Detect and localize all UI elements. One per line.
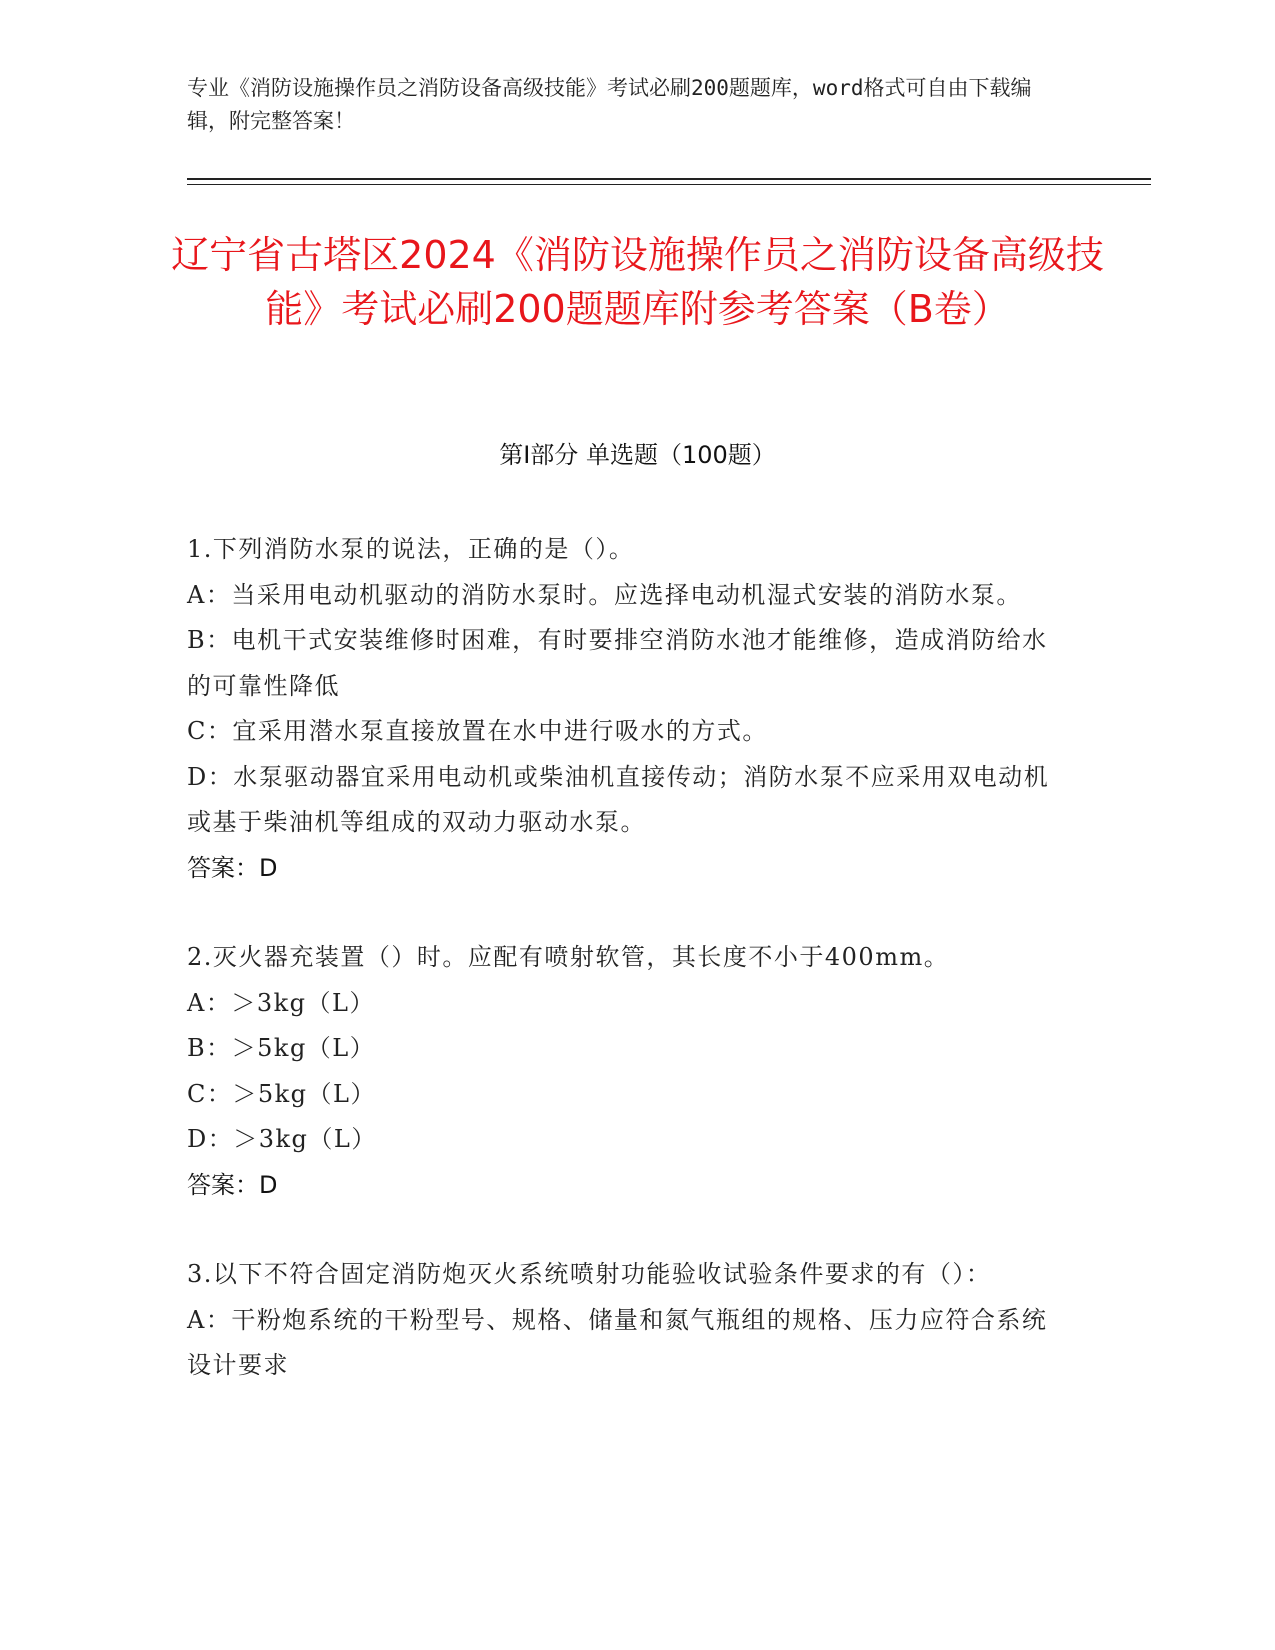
option-c: C：＞5kg（L） — [187, 1079, 376, 1108]
question-list — [187, 527, 1067, 1433]
question-stem: 1.下列消防水泵的说法，正确的是（）。 — [187, 535, 635, 563]
header-rule-thin — [187, 184, 1151, 185]
option-d: D：水泵驱动器宜采用电动机或柴油机直接传动；消防水泵不应采用双电动机或基于柴油机等组成的双动力驱动水泵。 — [187, 762, 1050, 836]
option-b: B：＞5kg（L） — [187, 1034, 376, 1062]
question-stem: 2.灭火器充装置（）时。应配有喷射软管，其长度不小于400mm。 — [187, 943, 950, 971]
question-stem: 3.以下不符合固定消防炮灭火系统喷射功能验收试验条件要求的有（）： — [187, 1260, 992, 1288]
option-a: A：当采用电动机驱动的消防水泵时。应选择电动机湿式安装的消防水泵。 — [187, 580, 1022, 609]
header-rule-thick — [187, 178, 1151, 180]
question-3 — [187, 1252, 1067, 1389]
answer: 答案：D — [187, 1170, 278, 1199]
option-a: A：干粉炮系统的干粉型号、规格、储量和氮气瓶组的规格、压力应符合系统设计要求 — [187, 1305, 1048, 1379]
section-title: 第Ⅰ部分 单选题（100题） — [499, 441, 776, 469]
option-d: D：＞3kg（L） — [187, 1125, 377, 1153]
option-b: B：电机干式安装维修时困难，有时要排空消防水池才能维修，造成消防给水的可靠性降低 — [187, 626, 1048, 700]
question-1 — [187, 527, 1067, 891]
question-2 — [187, 935, 1067, 1208]
option-c: C：宜采用潜水泵直接放置在水中进行吸水的方式。 — [187, 717, 768, 745]
header-note: 专业《消防设施操作员之消防设备高级技能》考试必刷200题题库，word格式可自由下载编辑，附完整答案！ — [187, 76, 1032, 133]
document-title: 辽宁省古塔区2024《消防设施操作员之消防设备高级技能》考试必刷200题题库附参考答案（B卷） — [171, 233, 1104, 331]
option-a: A：＞3kg（L） — [187, 988, 375, 1017]
answer: 答案：D — [187, 853, 278, 882]
